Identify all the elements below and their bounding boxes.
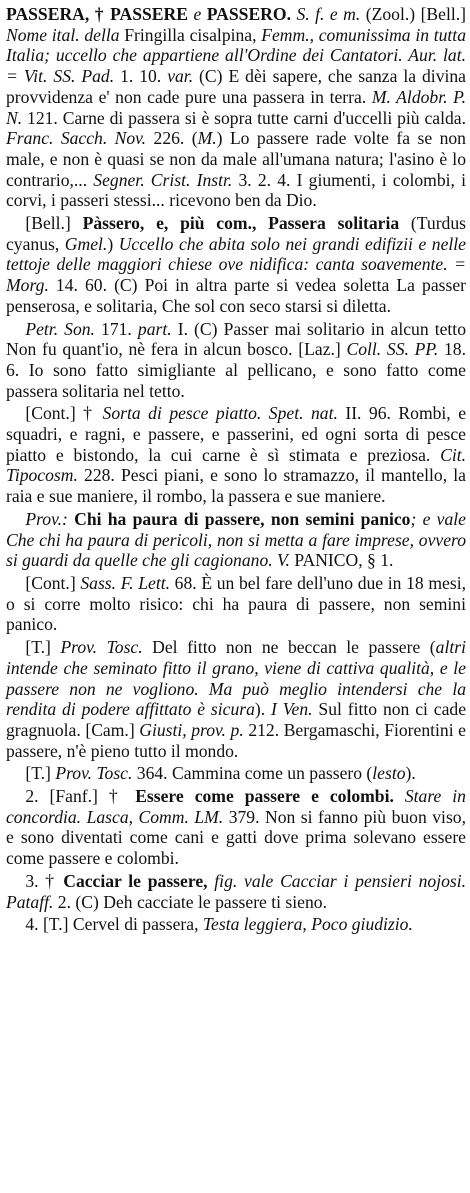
italic-text: S. f. e m. <box>290 4 361 24</box>
body-text: (Zool.) [Bell.] <box>360 4 467 24</box>
body-text: 121. Carne di passera si è sopra tutte carni d'uccelli più calda. <box>22 107 466 128</box>
italic-text: Uccello che abita solo nei grandi edifizii e nelle tettoje delle maggiori chiese ove nidifica: canta soavemente. = Morg. <box>6 233 466 296</box>
italic-text: Sorta di pesce piatto. Spet. nat. <box>102 403 338 424</box>
bold-headword: Pàssero, e, più com., Passera solitaria <box>82 213 400 234</box>
body-text: 3. 2. 4. I giumenti, i colombi, i corvi, i passeri stessi... ricevono ben da Dio. <box>6 169 466 211</box>
body-text: 4. [T.] Cervel di passera, <box>25 914 203 935</box>
italic-text: ; e vale Che chi ha paura di pericoli, non si metta a fare imprese, ovvero si guardi da quelle che gli cagionano. V. <box>6 508 466 571</box>
italic-text: Franc. Sacch. Nov. <box>6 128 147 149</box>
entry-paragraph <box>6 4 466 211</box>
body-text: (C) E dèi sapere, che sanza la divina provvidenza e' non cade pure una passera in terra. <box>6 66 466 107</box>
italic-text: Petr. Son. <box>25 318 95 339</box>
body-text: 171. <box>94 318 138 339</box>
italic-text: fig. vale Cacciar i pensieri nojosi. Pataff. <box>6 870 467 912</box>
italic-text: Prov. Tosc. <box>55 763 133 784</box>
italic-text: Gmel. <box>64 233 108 254</box>
body-text: Del fitto non ne beccan le passere ( <box>142 637 436 658</box>
italic-text: Sass. F. Lett. <box>80 572 171 593</box>
italic-text: var. <box>167 66 194 87</box>
italic-text: Testa leggiera, Poco giudizio. <box>202 914 413 935</box>
body-text: ). <box>405 763 416 784</box>
body-text: 228. Pesci piani, e sono lo stramazzo, il mantello, la raia e sue maniere, il rombo, la passera e sue maniere. <box>6 465 466 507</box>
italic-text: Femm., comunissima in tutta Italia; uccello che appartiene all'Ordine dei Cantatori. Aur. lat. = Vit. SS. Pad. <box>6 24 466 87</box>
italic-text: Cit. Tipocosm. <box>6 444 466 486</box>
body-text: ) <box>107 233 119 254</box>
body-text: (Turdus cyanus, <box>6 213 466 254</box>
italic-text: Segner. Crist. Instr. <box>93 169 233 190</box>
entry-paragraph <box>6 573 466 635</box>
bold-headword: Cacciar le passere, <box>63 870 208 891</box>
body-text: ) Lo passere rade volte fa se non male, e non è quasi se non da male all'umana natura; l'asino è lo contrario,... <box>6 128 466 190</box>
body-text: [T.] <box>25 763 56 784</box>
body-text: 3. † <box>25 870 64 891</box>
italic-text: M. <box>197 128 217 149</box>
body-text: I. (C) Passer mai solitario in alcun tetto Non fu quant'io, nè fera in alcun bosco. [Laz.] <box>6 318 466 360</box>
body-text: 14. 60. (C) Poi in altra parte si vedea soletta La passer penserosa, e solitaria, Che sol con seco starsi si diletta. <box>6 275 466 316</box>
bold-headword: PASSERA, † PASSERE <box>6 4 188 24</box>
italic-text: part. <box>137 318 172 339</box>
body-text: PANICO, § 1. <box>289 550 394 571</box>
body-text: [Bell.] <box>25 213 83 234</box>
bold-headword: Chi ha paura di passere, non semini panico <box>74 508 411 529</box>
entry-paragraph <box>6 403 466 507</box>
entry-paragraph <box>6 213 466 317</box>
italic-text: Giusti, prov. p. <box>139 719 244 740</box>
body-text: Sul fitto non ci cade gragnuola. [Cam.] <box>6 699 466 740</box>
body-text: [Cont.] † <box>25 403 103 424</box>
bold-headword: PASSERO. <box>206 4 291 24</box>
entry-paragraph <box>6 871 466 912</box>
body-text: 2. (C) Deh cacciate le passere ti sieno. <box>53 891 327 912</box>
body-text: II. 96. Rombi, e squadri, e ragni, e passere, e passerini, ed ogni sorta di pesce piatto e bistondo, la cui carne è sì stimata e preziosa. <box>6 403 466 465</box>
body-text: [T.] <box>25 637 61 658</box>
body-text: 68. È un bel fare dell'uno due in 18 mesi, o si corre molto risico: chi ha paura di passere, non semini panico. <box>6 572 466 635</box>
body-text: 379. Non si fanno più buon viso, e sono diventati come cani e gatti dove prima solevano essere come passere e colombi. <box>6 806 466 869</box>
italic-text: Nome ital. della <box>6 24 120 45</box>
entry-paragraph <box>6 763 466 784</box>
body-text: [Cont.] <box>25 572 81 593</box>
italic-text: Coll. SS. PP. <box>346 339 439 360</box>
italic-text: Prov. Tosc. <box>60 637 143 658</box>
body-text: 1. 10. <box>114 66 168 87</box>
italic-text: altri intende che seminato fitto il grano, viene di cattiva qualità, e le passere non ne vogliono. Ma può meglio intendersi che la rendita di podere affittato è sicura <box>6 637 466 720</box>
bold-headword: Essere come passere e colombi. <box>135 786 394 807</box>
body-text: 2. [Fanf.] † <box>25 786 136 807</box>
italic-text: lesto <box>372 763 406 784</box>
italic-text: e <box>187 4 207 24</box>
entry-paragraph <box>6 914 466 935</box>
body-text: Fringilla cisalpina, <box>119 24 262 45</box>
italic-text: M. Aldobr. P. N. <box>6 86 466 128</box>
body-text: 226. ( <box>146 128 198 149</box>
italic-text: Stare in concordia. Lasca, Comm. LM. <box>6 786 466 827</box>
body-text: ). <box>254 699 272 720</box>
italic-text: I Ven. <box>271 699 313 720</box>
body-text: 212. Bergamaschi, Fiorentini e passere, n'è pieno tutto il mondo. <box>6 719 466 761</box>
italic-text: Prov.: <box>25 508 75 529</box>
body-text: 364. Cammina come un passero ( <box>132 763 373 784</box>
entry-paragraph <box>6 319 466 402</box>
entry-paragraph <box>6 786 466 869</box>
body-text: 18. 6. Io sono fatto simigliante al pellicano, e sono fatto come passera solitaria nel tetto. <box>6 339 466 401</box>
dictionary-entry-passera <box>6 4 466 935</box>
entry-paragraph <box>6 509 466 571</box>
entry-paragraph <box>6 637 466 761</box>
